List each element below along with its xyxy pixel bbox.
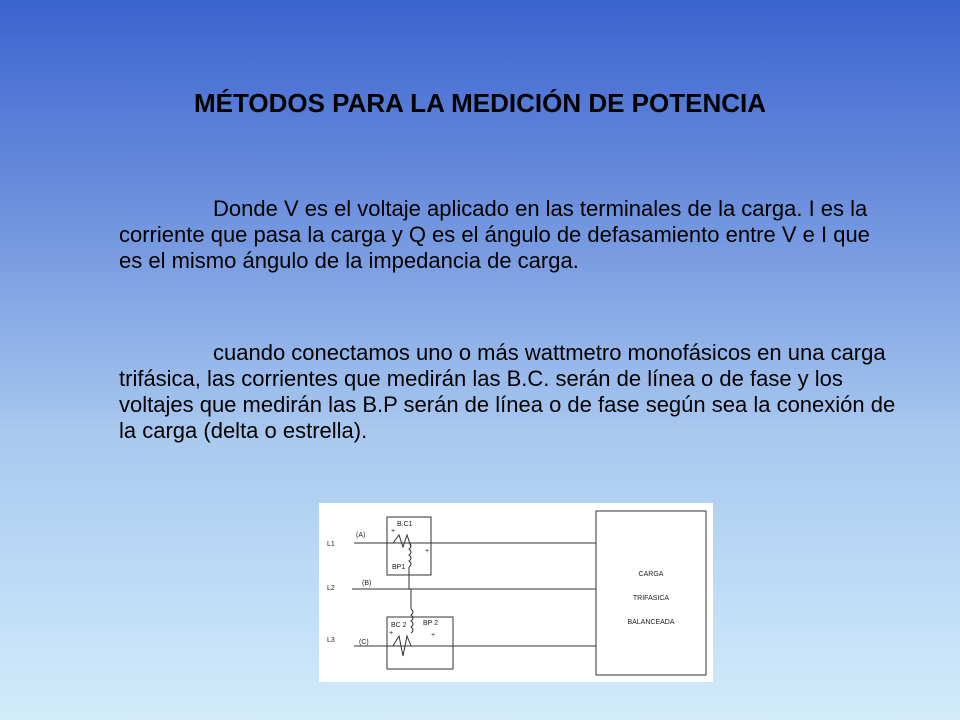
wattmeter-1-plus-2: + [425, 548, 430, 555]
line-tag-a: (A) [356, 532, 366, 539]
load-label-3: BALANCEADA [627, 619, 675, 626]
wattmeter-2-bc-label: BC 2 [391, 622, 407, 629]
line-tag-b: (B) [362, 580, 372, 587]
wattmeter-1-bp-label: BP1 [392, 564, 406, 571]
paragraph-2-text: cuando conectamos uno o más wattmetro monofásicos en una carga trifásica, las corrientes que medirán las B.C. serán de línea o de fase y los voltajes que medirán las B.P serán de línea o de fase según sea la conexión de la carga (delta o estrella). [119, 340, 896, 443]
wattmeter-2-plus-2: + [431, 632, 436, 639]
potential-coil-2 [411, 609, 413, 633]
line-tag-c: (C) [359, 639, 369, 646]
wattmeter-1-plus: + [391, 528, 396, 535]
potential-coil-1 [409, 543, 411, 567]
wattmeter-circuit-diagram [319, 503, 713, 682]
load-label-2: TRIFASICA [632, 595, 670, 602]
paragraph-1 [119, 196, 899, 274]
wattmeter-2-bp-label: BP 2 [423, 620, 439, 627]
paragraph-1-text: Donde V es el voltaje aplicado en las terminales de la carga. I es la corriente que pasa la carga y Q es el ángulo de defasamiento entre V e I que es el mismo ángulo de la impedancia de carga. [119, 196, 870, 273]
line-label-l2: L2 [327, 585, 335, 592]
circuit-svg [319, 503, 713, 682]
load-label-1: CARGA [638, 571, 664, 578]
line-label-l3: L3 [327, 637, 335, 644]
wattmeter-2-plus: + [389, 630, 394, 637]
wattmeter-1-bc-label: B.C1 [397, 521, 413, 528]
current-coil-1 [393, 535, 411, 547]
slide-title: MÉTODOS PARA LA MEDICIÓN DE POTENCIA [193, 88, 767, 118]
line-label-l1: L1 [327, 541, 335, 548]
paragraph-2 [119, 340, 899, 444]
load-box [596, 511, 706, 675]
